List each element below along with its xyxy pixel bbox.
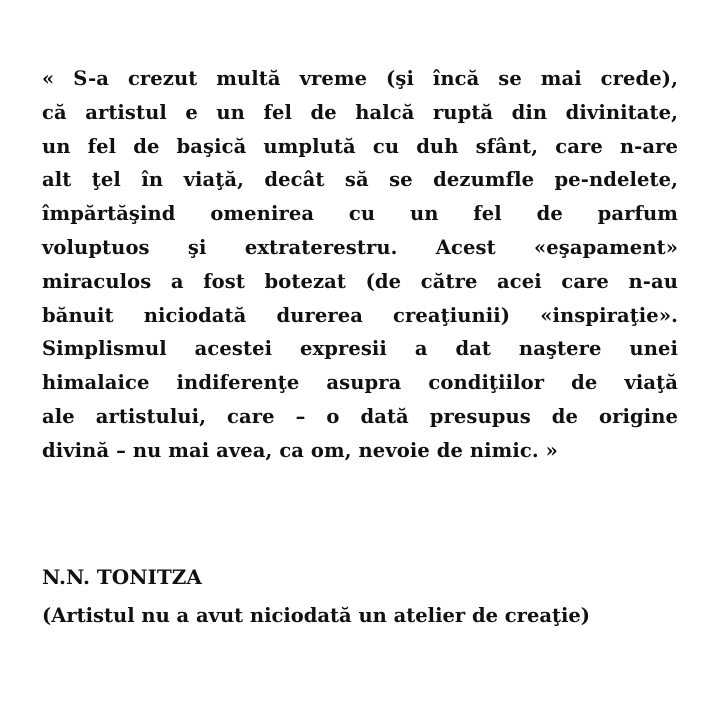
quote-line: alt ţel în viaţă, decât să se dezumfle pe-ndelete, [42,168,678,192]
quote-line: voluptuos şi extraterestru. Acest «eşapament» [42,235,678,259]
quote-line: Simplismul acestei expresii a dat naştere unei [42,337,678,361]
author-note: (Artistul nu a avut niciodată un atelier de creaţie) [42,604,591,627]
quote-line: un fel de başică umplută cu duh sfânt, care n-are [42,134,678,158]
quote-line: divină – nu mai avea, ca om, nevoie de nimic. » [42,438,558,462]
quote-line: himalaice indiferenţe asupra condiţiilor de viaţă [42,371,678,395]
author-name: N.N. TONITZA [42,565,202,589]
quote-line: împărtăşind omenirea cu un fel de parfum [42,202,678,226]
quote-block [42,62,678,468]
quote-line: miraculos a fost botezat (de către acei care n-au [42,269,678,293]
quote-line: că artistul e un fel de halcă ruptă din divinitate, [42,100,678,124]
quote-line: bănuit niciodată durerea creaţiunii) «inspiraţie». [42,303,678,327]
quote-line: ale artistului, care – o dată presupus de origine [42,404,678,428]
quote-line: « S-a crezut multă vreme (şi încă se mai crede), [42,67,678,90]
